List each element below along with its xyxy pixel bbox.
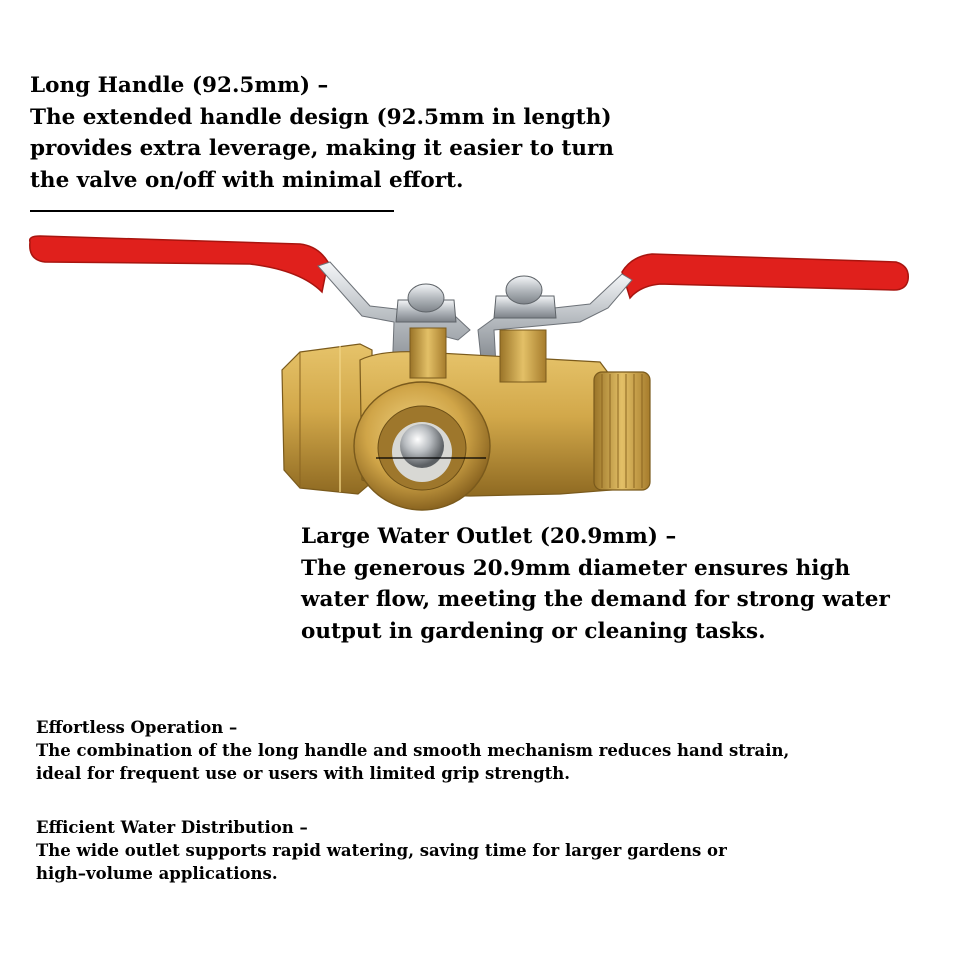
effortless-heading: Effortless Operation –	[36, 718, 238, 737]
left-handle-grip	[30, 236, 328, 292]
water-distribution-section	[36, 816, 727, 885]
effortless-operation-section	[36, 716, 789, 785]
left-acorn-nut	[396, 284, 456, 322]
long-handle-line-3: the valve on/off with minimal effort.	[30, 167, 464, 193]
water-outlet-line-1: The generous 20.9mm diameter ensures high	[301, 555, 851, 581]
distribution-line-2: high–volume applications.	[36, 864, 278, 883]
right-valve-stem	[500, 330, 546, 382]
right-handle-grip	[622, 254, 908, 298]
water-outlet-line-2: water flow, meeting the demand for strong water	[301, 587, 890, 612]
right-acorn-nut	[494, 276, 556, 318]
water-outlet-heading: Large Water Outlet (20.9mm) –	[301, 524, 677, 549]
front-outlet	[354, 382, 490, 510]
distribution-line-1: The wide outlet supports rapid watering, saving time for larger gardens or	[36, 841, 727, 860]
effortless-line-1: The combination of the long handle and smooth mechanism reduces hand strain,	[36, 741, 790, 760]
valve-ball	[400, 424, 444, 468]
water-outlet-line-3: output in gardening or cleaning tasks.	[301, 618, 766, 644]
effortless-line-2: ideal for frequent use or users with limited grip strength.	[36, 764, 570, 783]
water-outlet-section	[301, 521, 890, 647]
left-hex-nut	[282, 344, 372, 494]
left-valve-stem	[410, 328, 446, 378]
long-handle-heading: Long Handle (92.5mm) –	[30, 73, 329, 98]
long-handle-line-2: provides extra leverage, making it easier to turn	[30, 136, 614, 161]
handle-underline	[30, 210, 394, 212]
valve-product-image	[0, 220, 960, 520]
long-handle-section	[30, 70, 614, 196]
distribution-heading: Efficient Water Distribution –	[36, 818, 308, 837]
long-handle-line-1: The extended handle design (92.5mm in length)	[30, 104, 612, 130]
